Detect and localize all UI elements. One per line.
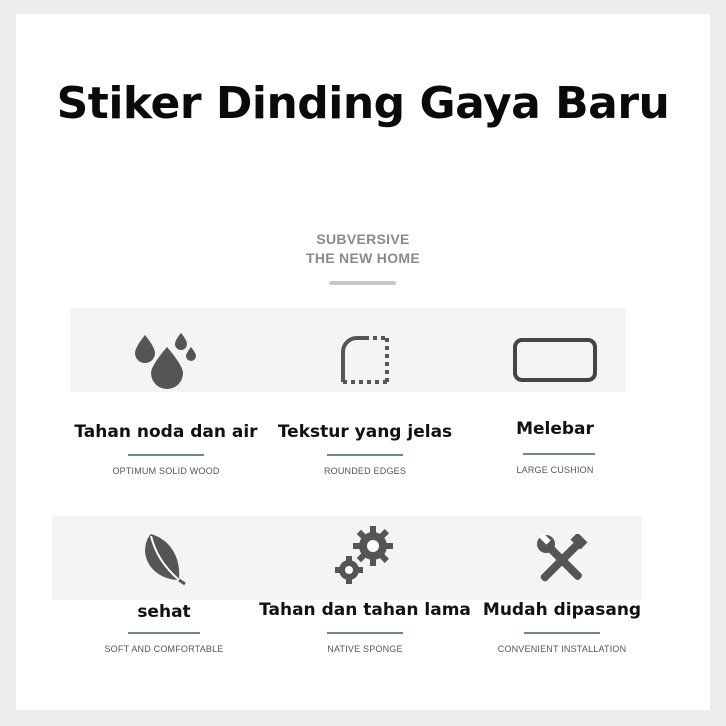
rounded-square-icon: [255, 330, 475, 390]
feature-underline: [524, 632, 600, 634]
feature-underline: [128, 454, 204, 456]
feature-label: Melebar: [516, 419, 594, 439]
water-drops-icon: [56, 330, 276, 390]
feature-underline: [523, 453, 595, 455]
feature-caption: LARGE CUSHION: [516, 465, 594, 475]
subtitle-line-2: THE NEW HOME: [305, 250, 421, 266]
feature-label: Mudah dipasang: [482, 600, 642, 620]
feature-caption: NATIVE SPONGE: [327, 644, 403, 654]
subtitle-line-1: SUBVERSIVE: [316, 231, 410, 247]
feature-caption: ROUNDED EDGES: [323, 466, 407, 476]
feature-label: sehat: [137, 602, 191, 622]
feature-underline: [128, 632, 200, 634]
feature-label: Tahan noda dan air: [74, 422, 258, 442]
leaf-icon: [54, 528, 274, 588]
wide-rectangle-icon: [445, 330, 665, 390]
gears-icon: [255, 524, 475, 588]
feature-underline: [327, 632, 403, 634]
subtitle-divider: [329, 281, 396, 285]
feature-label: Tekstur yang jelas: [277, 422, 453, 442]
feature-label: Tahan dan tahan lama: [259, 600, 471, 620]
feature-underline: [327, 454, 403, 456]
feature-caption: SOFT AND COMFORTABLE: [104, 644, 224, 654]
feature-caption: CONVENIENT INSTALLATION: [497, 644, 627, 654]
tools-icon: [452, 530, 672, 590]
page-title: Stiker Dinding Gaya Baru: [56, 78, 670, 129]
feature-caption: OPTIMUM SOLID WOOD: [112, 466, 220, 476]
